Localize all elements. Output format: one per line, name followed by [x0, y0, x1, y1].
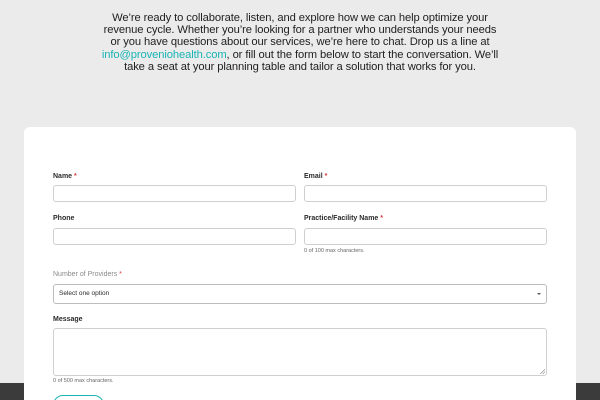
intro-text-after: , or fill out the form below to start the conversation. We’ll take a seat at your planning table and tailor a solution that works for you.	[124, 48, 499, 73]
providers-label	[53, 270, 122, 279]
name-label-text: Name	[53, 173, 73, 180]
email-label	[304, 172, 327, 181]
email-input[interactable]	[304, 185, 547, 202]
phone-label	[53, 214, 74, 223]
providers-select[interactable]	[53, 284, 547, 304]
providers-required-marker: *	[119, 271, 122, 278]
practice-label	[304, 214, 383, 223]
message-char-count: 0 of 500 max characters.	[53, 378, 114, 384]
phone-label-text: Phone	[53, 215, 75, 222]
name-label	[53, 172, 77, 181]
name-input[interactable]	[53, 185, 296, 202]
providers-label-text: Number of Providers	[53, 271, 118, 278]
message-label	[53, 315, 83, 324]
submit-button[interactable]	[53, 395, 104, 400]
practice-label-text: Practice/Facility Name	[304, 215, 379, 222]
resize-handle-icon[interactable]	[540, 369, 545, 374]
practice-input[interactable]	[304, 228, 547, 245]
email-required-marker: *	[324, 173, 328, 180]
phone-input[interactable]	[53, 228, 296, 245]
email-link[interactable]: info@proveniohealth.com	[101, 48, 227, 61]
intro-paragraph	[100, 12, 500, 73]
practice-required-marker: *	[380, 215, 384, 222]
name-required-marker: *	[74, 173, 77, 180]
chevron-down-icon	[537, 293, 541, 295]
contact-form-card	[24, 127, 576, 400]
providers-selected-value: Select one option	[59, 290, 110, 297]
email-label-text: Email	[304, 173, 323, 180]
message-label-text: Message	[53, 316, 83, 323]
message-textarea[interactable]	[53, 328, 547, 376]
practice-char-count: 0 of 100 max characters.	[304, 248, 365, 254]
intro-text-before: We’re ready to collaborate, listen, and explore how we can help optimize your revenue cycle. Whether you’re looking for a partner who understands your needs or you have questions about our services, we’re here to chat. Drop us a line at	[103, 12, 497, 49]
